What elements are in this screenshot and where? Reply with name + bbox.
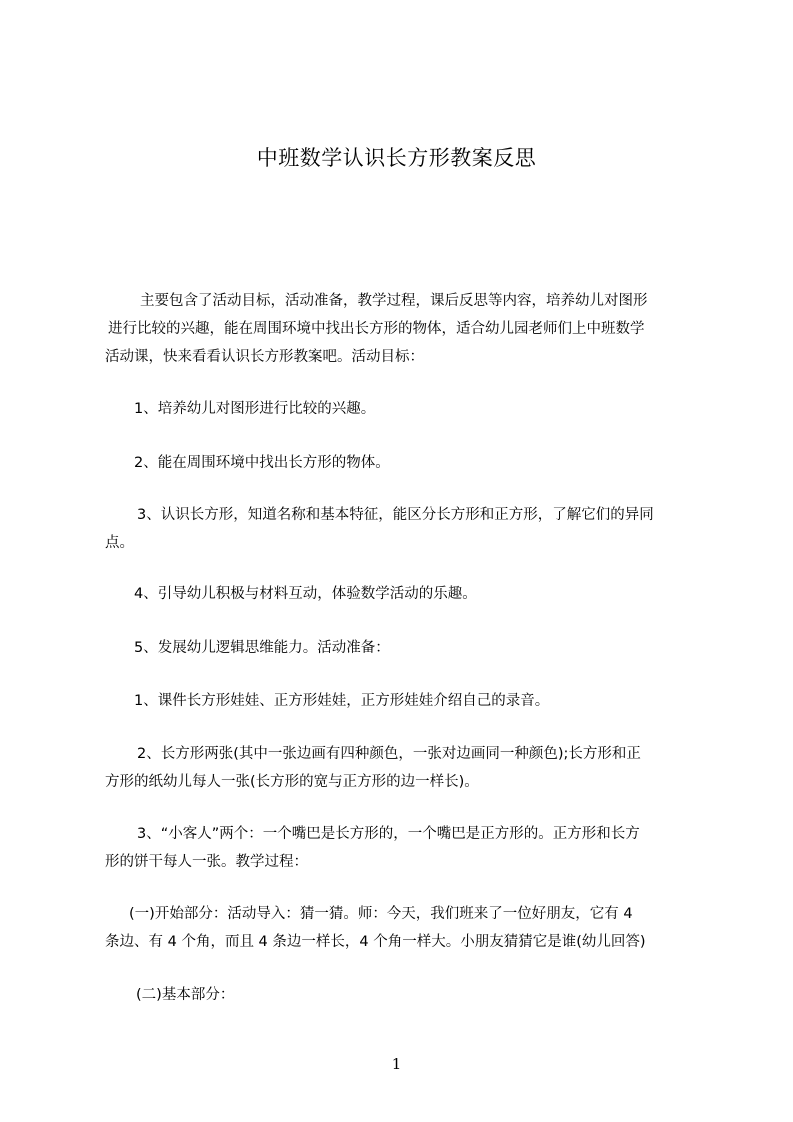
document-title: 中班数学认识长方形教案反思 xyxy=(256,146,537,170)
goal-item-5 xyxy=(105,634,705,662)
process-part-2 xyxy=(105,981,705,1009)
text-line: 1、培养幼儿对图形进行比较的兴趣。 xyxy=(134,401,376,417)
goal-item-3 xyxy=(105,501,705,557)
goal-item-4 xyxy=(105,580,705,608)
text-line: 形的饼干每人一张。教学过程： xyxy=(105,854,308,870)
text-line: 主要包含了活动目标，活动准备，教学过程，课后反思等内容，培养幼儿对图形 xyxy=(140,293,648,309)
text-line: 5、发展幼儿逻辑思维能力。活动准备： xyxy=(134,640,390,656)
text-line: 4、引导幼儿积极与材料互动，体验数学活动的乐趣。 xyxy=(134,586,477,602)
text-line: 条边、有 4 个角，而且 4 条边一样长，4 个角一样大。小朋友猜猜它是谁(幼儿回答) xyxy=(105,934,646,950)
text-line: 2、长方形两张(其中一张边画有四种颜色，一张对边画同一种颜色);长方形和正 xyxy=(137,746,641,762)
prep-item-2 xyxy=(105,740,705,796)
intro-paragraph xyxy=(105,287,705,371)
text-line: 2、能在周围环境中找出长方形的物体。 xyxy=(134,455,390,471)
goal-item-2 xyxy=(105,449,705,477)
text-line: 3、认识长方形，知道名称和基本特征，能区分长方形和正方形，了解它们的异同 xyxy=(137,507,654,523)
page-number: 1 xyxy=(391,1055,402,1073)
goal-item-1 xyxy=(105,395,705,423)
prep-item-1 xyxy=(105,687,705,715)
process-part-1 xyxy=(105,900,705,956)
text-line: 活动课，快来看看认识长方形教案吧。活动目标： xyxy=(105,349,424,365)
text-line: (一)开始部分：活动导入：猜一猜。师：今天，我们班来了一位好朋友，它有 4 xyxy=(129,906,633,922)
prep-item-3 xyxy=(105,820,705,876)
text-line: 3、“小客人”两个：一个嘴巴是长方形的，一个嘴巴是正方形的。正方形和长方 xyxy=(137,826,640,842)
text-line: (二)基本部分： xyxy=(136,987,235,1003)
text-line: 点。 xyxy=(105,535,134,551)
text-line: 进行比较的兴趣，能在周围环境中找出长方形的物体，适合幼儿园老师们上中班数学 xyxy=(108,321,645,337)
text-line: 方形的纸幼儿每人一张(长方形的宽与正方形的边一样长)。 xyxy=(105,774,479,790)
text-line: 1、课件长方形娃娃、正方形娃娃，正方形娃娃介绍自己的录音。 xyxy=(134,693,550,709)
